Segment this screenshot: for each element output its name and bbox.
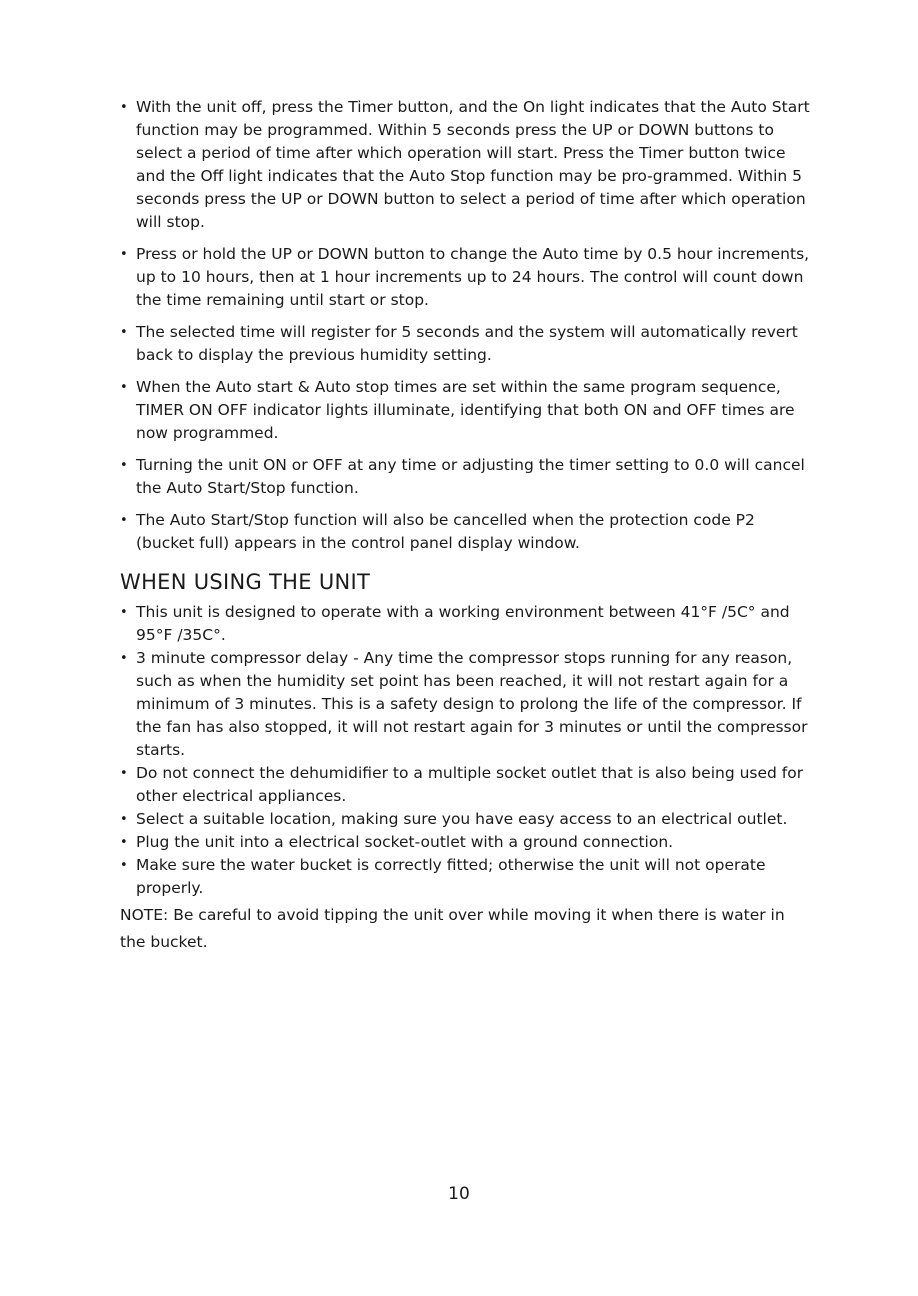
list-item: • Do not connect the dehumidifier to a multiple socket outlet that is also being used for other electrical appliances. — [116, 762, 812, 808]
list-item: • This unit is designed to operate with a working environment between 41°F /5C° and 95°F /35C°. — [116, 601, 812, 647]
timer-instructions-list — [116, 96, 812, 555]
page-number: 10 — [448, 1184, 470, 1204]
list-item: • When the Auto start & Auto stop times are set within the same program sequence, TIMER ON OFF indicator lights illuminate, identifying that both ON and OFF times are now programmed. — [116, 376, 812, 445]
list-item: • The Auto Start/Stop function will also be cancelled when the protection code P2 (bucket full) appears in the control panel display window. — [116, 509, 812, 555]
list-item: • Select a suitable location, making sure you have easy access to an electrical outlet. — [116, 808, 812, 831]
list-item: • 3 minute compressor delay - Any time the compressor stops running for any reason, such as when the humidity set point has been reached, it will not restart again for a minimum of 3 minutes. This is a safety design to prolong the life of the compressor. If the fan has also stopped, it will not restart again for 3 minutes or until the compressor starts. — [116, 647, 812, 762]
list-item: • With the unit off, press the Timer button, and the On light indicates that the Auto Start function may be programmed. Within 5 seconds press the UP or DOWN buttons to select a period of time after which operation will start. Press the Timer button twice and the Off light indicates that the Auto Stop function may be pro-grammed. Within 5 seconds press the UP or DOWN button to select a period of time after which operation will stop. — [116, 96, 812, 234]
note-text: NOTE: Be careful to avoid tipping the unit over while moving it when there is water in the bucket. — [120, 906, 785, 951]
section-heading: WHEN USING THE UNIT — [120, 570, 371, 594]
list-item: • Press or hold the UP or DOWN button to change the Auto time by 0.5 hour increments, up to 10 hours, then at 1 hour increments up to 24 hours. The control will count down the time remaining until start or stop. — [116, 243, 812, 312]
list-item: • Plug the unit into a electrical socket-outlet with a ground connection. — [116, 831, 812, 854]
list-item: • Make sure the water bucket is correctly fitted; otherwise the unit will not operate properly. — [116, 854, 812, 900]
list-item: • Turning the unit ON or OFF at any time or adjusting the timer setting to 0.0 will cancel the Auto Start/Stop function. — [116, 454, 812, 500]
list-item: • The selected time will register for 5 seconds and the system will automatically revert back to display the previous humidity setting. — [116, 321, 812, 367]
usage-instructions-list — [116, 601, 812, 900]
manual-page — [116, 96, 812, 956]
